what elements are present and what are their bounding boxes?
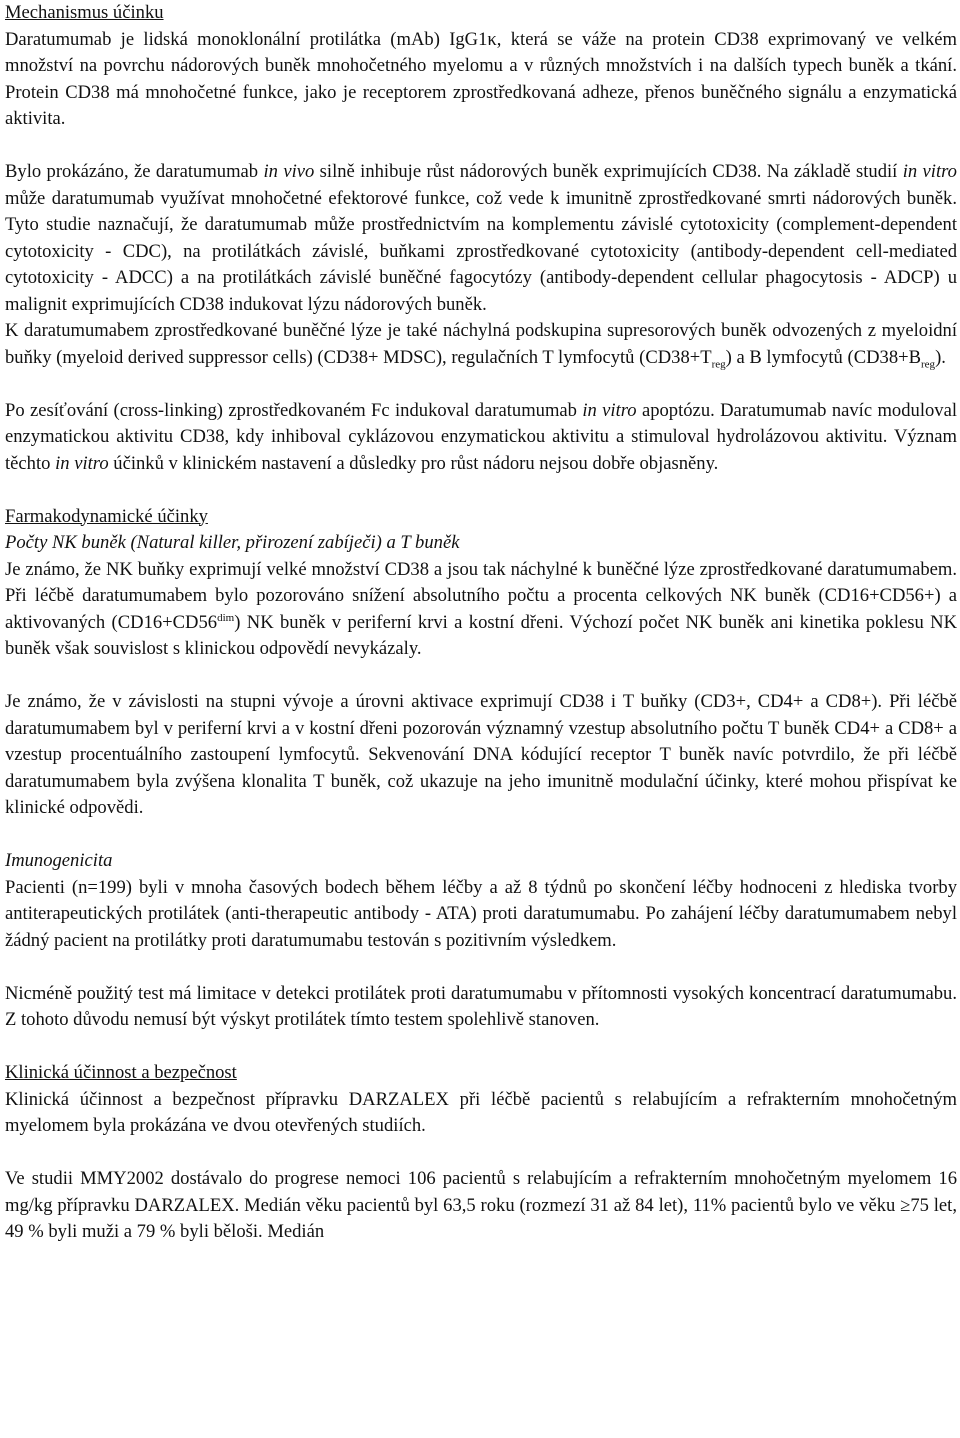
immunogenicity-paragraph-1: Pacienti (n=199) byli v mnoha časových bodech během léčby a až 8 týdnů po skončení léčby hodnoceni z hlediska tvorby antiterapeutických protilátek (anti-therapeutic antibody - ATA) proti daratumumabu. Po zahájení léčby daratumumabem nebyl žádný pacient na protilátky proti daratumumabu testován s pozitivním výsledkem. — [5, 876, 957, 951]
mechanism-paragraph-2 — [5, 159, 957, 318]
spacer — [5, 954, 957, 981]
mechanism-paragraph-4 — [5, 398, 957, 478]
text-run: apoptózu. Daratumumab navíc moduloval enzymatickou aktivitu CD38, kdy inhiboval cyklázovou enzymatickou aktivitu a stimuloval hydrolázovou aktivitu. Význam těchto — [5, 399, 957, 474]
text-run: ) a B lymfocytů (CD38+B — [725, 346, 922, 368]
text-run: ) NK buněk v periferní krvi a kostní dřeni. Výchozí počet NK buněk ani kinetika poklesu NK buněk však souvislost s klinickou odpovědí nevykázaly. — [5, 611, 957, 659]
pharmacodynamics-paragraph-2: Je známo, že v závislosti na stupni vývoje a úrovni aktivace exprimují CD38 i T buňky (CD3+, CD4+ a CD8+). Při léčbě daratumumabem byl v periferní krvi a v kostní dřeni pozorován významný vzestup absolutního počtu T buněk CD4+ a CD8+ a vzestup procentuálního zastoupení lymfocytů. Sekvenování DNA kódující receptor T buněk navíc potvrdilo, že při léčbě daratumumabem byla zvýšena klonalita T buněk, což ukazuje na jeho imunitně modulační účinky, které mohou přispívat ke klinické odpovědi. — [5, 691, 957, 818]
text-run: Je známo, že NK buňky exprimují velké množství CD38 a jsou tak náchylné k buněčné lýze zprostředkované daratumumabem. Při léčbě daratumumabem bylo pozorováno snížení absolutního počtu a procenta celkových NK buněk (CD16+CD56+) a aktivovaných (CD16+CD56 — [5, 558, 957, 633]
spacer — [5, 1034, 957, 1061]
spacer — [5, 371, 957, 398]
efficacy-paragraph-1: Klinická účinnost a bezpečnost přípravku DARZALEX při léčbě pacientů s relabujícím a refrakterním mnohočetným myelomem byla prokázána ve dvou otevřených studiích. — [5, 1088, 957, 1136]
superscript: dim — [217, 611, 235, 624]
spacer — [5, 477, 957, 504]
section-title-pharmacodynamics: Farmakodynamické účinky — [5, 505, 208, 527]
italic-term: in vitro — [582, 399, 637, 421]
italic-term: in vitro — [902, 161, 957, 182]
subscript: reg — [711, 358, 726, 371]
text-run: účinků v klinickém nastavení a důsledky pro růst nádoru nejsou dobře objasněny. — [108, 452, 719, 474]
section-title-immunogenicity: Imunogenicita — [5, 850, 113, 871]
italic-term: in vitro — [55, 452, 109, 474]
mechanism-paragraph-3 — [5, 318, 957, 371]
mechanism-paragraph-1: Daratumumab je lidská monoklonální protilátka (mAb) IgG1κ, která se váže na protein CD38 exprimovaný ve velkém množství na povrchu nádorových buněk mnohočetného myelomu a v různých množstvích i na dalších typech buněk a tkání. Protein CD38 má mnohočetné funkce, jako je receptorem zprostředkovaná adheze, přenos buněčného signálu a enzymatická aktivita. — [5, 28, 957, 129]
subsection-title-nk-cells: Počty NK buněk (Natural killer, přirození zabíječi) a T buněk — [5, 532, 460, 553]
text-run: K daratumumabem zprostředkované buněčné lýze je také náchylná podskupina supresorových buněk odvozených z myeloidní buňky (myeloid derived suppressor cells) (CD38+ MDSC), regulačních T lymfocytů (CD38+T — [5, 320, 957, 368]
immunogenicity-paragraph-2: Nicméně použitý test má limitace v detekci protilátek proti daratumumabu v přítomnosti vysokých koncentrací daratumumabu. Z tohoto důvodu nemusí být výskyt protilátek tímto testem spolehlivě stanoven. — [5, 982, 957, 1030]
text-run: Po zesíťování (cross-linking) zprostředkovaném Fc indukoval daratumumab — [5, 399, 583, 421]
spacer — [5, 822, 957, 849]
italic-term: in vivo — [263, 161, 315, 182]
subscript: reg — [921, 358, 936, 371]
spacer — [5, 133, 957, 160]
spacer — [5, 1140, 957, 1167]
spacer — [5, 663, 957, 690]
text-run: ). — [935, 346, 946, 368]
efficacy-paragraph-2: Ve studii MMY2002 dostávalo do progrese nemoci 106 pacientů s relabujícím a refrakterním mnohočetným myelomem 16 mg/kg přípravku DARZALEX. Medián věku pacientů byl 63,5 roku (rozmezí 31 až 84 let), 11% pacientů bylo ve věku ≥75 let, 49 % byli muži a 79 % byli běloši. Medián — [5, 1168, 957, 1242]
text-run: silně inhibuje růst nádorových buněk exprimujících CD38. Na základě studií — [314, 161, 903, 182]
section-title-mechanism: Mechanismus účinku — [5, 2, 164, 23]
pharmacodynamics-paragraph-1 — [5, 557, 957, 663]
text-run: Bylo prokázáno, že daratumumab — [5, 161, 264, 182]
text-run: může daratumumab využívat mnohočetné efektorové funkce, což vede k imunitně zprostředkované smrti nádorových buněk. Tyto studie naznačují, že daratumumab může prostřednictvím na komplementu závislé cytotoxicity (complement-dependent cytotoxicity - CDC), na protilátkách závislé, buňkami zprostředkované cytotoxicity (antibody-dependent cell-mediated cytotoxicity - ADCC) a na protilátkách závislé buněčné fagocytózy (antibody-dependent cellular phagocytosis - ADCP) u malignit exprimujících CD38 indukovat lýzu nádorových buněk. — [5, 187, 957, 315]
section-title-efficacy: Klinická účinnost a bezpečnost — [5, 1062, 237, 1083]
